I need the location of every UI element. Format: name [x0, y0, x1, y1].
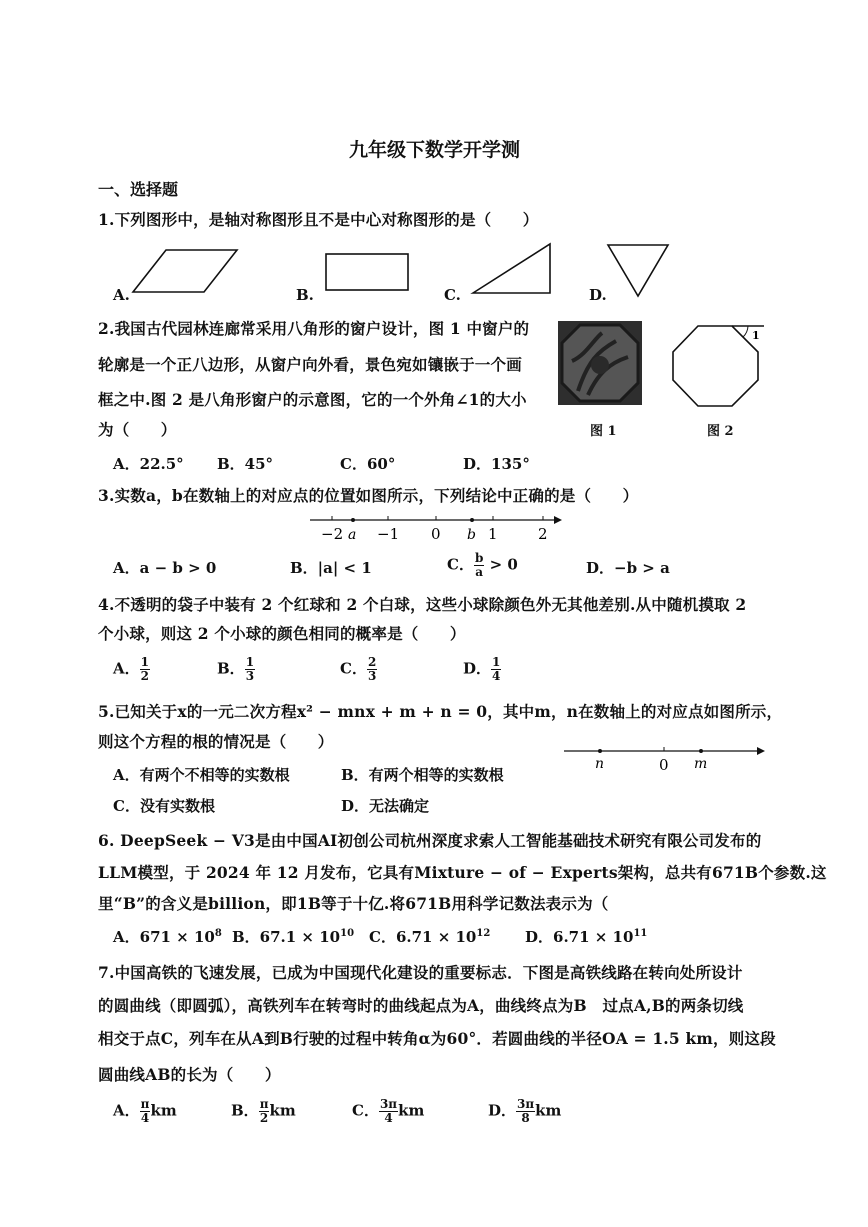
- q7-option-b: [231, 1098, 296, 1125]
- q3-axis-label-0: 0: [431, 525, 441, 543]
- q6-option-c: [369, 926, 490, 947]
- question-1-stem: 1.下列图形中，是轴对称图形且不是中心对称图形的是（ ）: [98, 210, 539, 229]
- q6-option-d: [525, 926, 647, 947]
- question-4-line-1: 4.不透明的袋子中装有 2 个红球和 2 个白球，这些小球除颜色外无其他差别.从中随机摸取 2: [98, 595, 747, 614]
- q7-option-c-label: C．: [352, 1101, 379, 1120]
- q4-option-a: [113, 656, 150, 683]
- q6-option-a-exp: 8: [214, 928, 222, 939]
- q5-option-c: C．没有实数根: [113, 797, 215, 815]
- q2-option-b: B．45°: [217, 455, 274, 473]
- q1-option-d: D.: [589, 286, 607, 304]
- q7-option-a: [113, 1098, 177, 1125]
- q6-option-d-label: D．6.71 × 10: [525, 928, 634, 946]
- q4-option-b-label: B．: [217, 659, 245, 678]
- q3-option-c-den: a: [475, 565, 484, 579]
- q7-option-a-num: π: [140, 1097, 150, 1111]
- q7-option-d: [488, 1098, 561, 1125]
- question-5-line-2: 则这个方程的根的情况是（ ）: [98, 732, 334, 751]
- q6-option-b: [232, 926, 354, 947]
- q7-option-c-fraction: [379, 1098, 398, 1125]
- q4-option-c-label: C．: [340, 659, 367, 678]
- q7-option-d-num: 3π: [517, 1097, 535, 1111]
- q7-option-d-label: D．: [488, 1101, 517, 1120]
- q3-option-a: A．a − b > 0: [113, 559, 217, 577]
- q7-option-d-fraction: [516, 1098, 535, 1125]
- q6-option-c-label: C．6.71 × 10: [369, 928, 477, 946]
- question-2-line-3: 框之中.图 2 是八角形窗户的示意图，它的一个外角∠1的大小: [98, 390, 527, 409]
- q4-option-c: [340, 656, 377, 683]
- q4-option-a-num: 1: [140, 655, 149, 669]
- q7-option-d-den: 8: [521, 1111, 530, 1125]
- q6-option-b-label: B．67.1 × 10: [232, 928, 341, 946]
- q2-angle-1-label: 1: [752, 329, 760, 342]
- q2-window-photo: [558, 321, 642, 405]
- q7-option-a-label: A．: [113, 1101, 140, 1120]
- q5-option-a: A．有两个不相等的实数根: [113, 766, 290, 784]
- q4-option-c-den: 3: [367, 669, 377, 683]
- q7-option-b-label: B．: [231, 1101, 259, 1120]
- q4-option-a-fraction: [140, 656, 150, 683]
- q7-option-b-fraction: [259, 1098, 270, 1125]
- q4-option-d: [463, 656, 501, 683]
- q3-option-c: [447, 552, 518, 579]
- question-6-line-1: 6. DeepSeek − V3是由中国AI初创公司杭州深度求索人工智能基础技术研究有限公司发布的: [98, 831, 762, 850]
- q7-option-b-num: π: [259, 1097, 269, 1111]
- q4-option-d-den: 4: [492, 669, 501, 683]
- q5-option-d: D．无法确定: [341, 797, 430, 815]
- question-7-line-2: 的圆曲线（即圆弧），高铁列车在转弯时的曲线起点为A，曲线终点为B 过点A,B的两条切线: [98, 996, 744, 1015]
- q6-option-a-label: A．671 × 10: [113, 928, 215, 946]
- q5-option-b: B．有两个相等的实数根: [341, 766, 504, 784]
- question-6-line-2: LLM模型，于 2024 年 12 月发布，它具有Mixture − of − Experts架构，总共有671B个参数.这: [98, 863, 827, 882]
- q1-option-a: A.: [113, 286, 130, 304]
- q7-option-b-unit: km: [269, 1101, 296, 1120]
- q1-parallelogram-figure: [130, 246, 240, 296]
- question-4-line-2: 个小球，则这 2 个小球的颜色相同的概率是（ ）: [98, 624, 466, 643]
- q4-option-c-fraction: [367, 656, 377, 683]
- q4-option-b: [217, 656, 255, 683]
- q5-axis-label-n: n: [595, 756, 605, 772]
- q7-option-c: [352, 1098, 424, 1125]
- q4-option-a-den: 2: [140, 669, 149, 683]
- q5-number-line: [562, 742, 772, 772]
- q3-number-line: [306, 510, 566, 544]
- page-title: 九年级下数学开学测: [349, 139, 521, 161]
- q7-option-b-den: 2: [259, 1111, 269, 1125]
- question-2-line-4: 为（ ）: [98, 420, 177, 439]
- q2-figure-1-caption: 图 1: [590, 424, 617, 439]
- q4-option-b-num: 1: [245, 655, 255, 669]
- question-7-line-3: 相交于点C，列车在从A到B行驶的过程中转角α为60°．若圆曲线的半径OA = 1.5 km，则这段: [98, 1029, 776, 1048]
- q5-axis-label-m: m: [694, 756, 708, 772]
- q6-option-c-exp: 12: [476, 928, 491, 939]
- q6-option-d-exp: 11: [633, 928, 648, 939]
- q3-axis-label-neg2: −2: [321, 525, 344, 543]
- question-3-stem: 3.实数a，b在数轴上的对应点的位置如图所示，下列结论中正确的是（ ）: [98, 486, 639, 505]
- q2-option-a: A．22.5°: [113, 455, 184, 473]
- q3-axis-label-a: a: [348, 527, 357, 543]
- q1-right-triangle-figure: [470, 240, 554, 296]
- q6-option-a: [113, 926, 222, 947]
- question-5-line-1: 5.已知关于x的一元二次方程x² − mnx + m + n = 0，其中m，n在数轴上的对应点如图所示，: [98, 702, 783, 721]
- q3-option-c-num: b: [474, 551, 484, 565]
- q2-option-d: D．135°: [463, 455, 530, 473]
- q4-option-b-den: 3: [245, 669, 255, 683]
- q4-option-d-fraction: [491, 656, 501, 683]
- q2-option-c: C．60°: [340, 455, 396, 473]
- q7-option-a-unit: km: [150, 1101, 177, 1120]
- question-2-line-2: 轮廓是一个正八边形，从窗户向外看，景色宛如镶嵌于一个画: [98, 355, 522, 374]
- question-7-line-4: 圆曲线AB的长为（ ）: [98, 1065, 281, 1084]
- q5-axis-label-0: 0: [659, 756, 669, 772]
- q3-option-b: B．|a| < 1: [290, 559, 372, 577]
- q2-figure-2-caption: 图 2: [707, 424, 734, 439]
- q3-axis-label-b: b: [467, 527, 476, 543]
- question-2-line-1: 2.我国古代园林连廊常采用八角形的窗户设计，图 1 中窗户的: [98, 319, 530, 338]
- question-6-line-3: 里“B”的含义是billion，即1B等于十亿.将671B用科学记数法表示为（: [98, 894, 609, 913]
- q4-option-c-num: 2: [367, 655, 377, 669]
- q2-octagon-diagram: [668, 318, 768, 414]
- q7-option-c-num: 3π: [379, 1097, 398, 1111]
- question-7-line-1: 7.中国高铁的飞速发展，已成为中国现代化建设的重要标志．下图是高铁线路在转向处所设计: [98, 963, 743, 982]
- q3-axis-label-2: 2: [538, 525, 548, 543]
- q7-option-a-den: 4: [140, 1111, 150, 1125]
- q3-option-d: D．−b > a: [586, 559, 670, 577]
- q3-option-c-rel: > 0: [484, 555, 518, 574]
- q4-option-a-label: A．: [113, 659, 140, 678]
- q1-option-c: C.: [444, 286, 461, 304]
- q3-axis-label-neg1: −1: [377, 525, 400, 543]
- q3-option-c-label: C．: [447, 555, 474, 574]
- q7-option-c-den: 4: [384, 1111, 393, 1125]
- q1-isosceles-triangle-figure: [605, 240, 675, 300]
- section-heading: 一、选择题: [98, 180, 179, 199]
- q1-rectangle-figure: [322, 250, 412, 294]
- q4-option-d-label: D．: [463, 659, 492, 678]
- q3-option-c-fraction: [474, 552, 484, 579]
- q4-option-b-fraction: [245, 656, 255, 683]
- q7-option-c-unit: km: [398, 1101, 425, 1120]
- q6-option-b-exp: 10: [340, 928, 355, 939]
- q7-option-a-fraction: [140, 1098, 151, 1125]
- q1-option-b: B.: [296, 286, 314, 304]
- q7-option-d-unit: km: [535, 1101, 562, 1120]
- q4-option-d-num: 1: [492, 655, 501, 669]
- q3-axis-label-1: 1: [488, 525, 498, 543]
